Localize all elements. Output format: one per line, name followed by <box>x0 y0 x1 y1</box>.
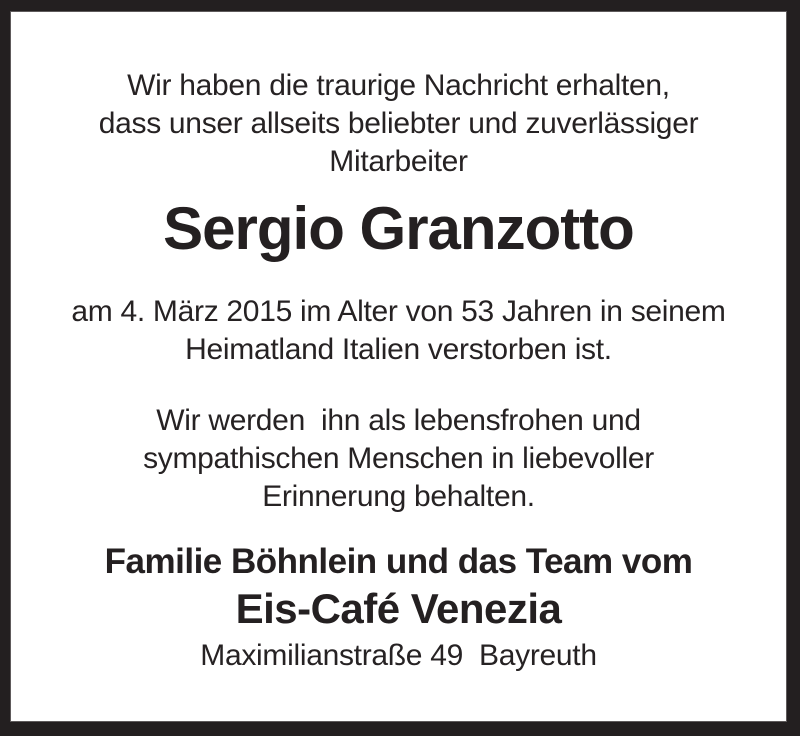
memory-paragraph <box>11 402 786 516</box>
death-line-1: am 4. März 2015 im Alter von 53 Jahren in seinem <box>71 295 726 328</box>
deceased-name: Sergio Granzotto <box>163 195 634 262</box>
memory-line-3: Erinnerung behalten. <box>262 480 535 513</box>
intro-line-1: Wir haben die traurige Nachricht erhalten, <box>127 69 670 102</box>
memory-line-2: sympathischen Menschen in liebevoller <box>143 442 654 475</box>
death-line-2: Heimatland Italien verstorben ist. <box>185 333 612 366</box>
company-address: Maximilianstraße 49 Bayreuth <box>200 639 597 672</box>
company-name: Eis-Café Venezia <box>235 585 562 632</box>
mourners-signature: Familie Böhnlein und das Team vom <box>104 542 693 581</box>
obituary-card <box>10 11 787 722</box>
death-paragraph <box>11 293 786 369</box>
intro-paragraph <box>11 67 786 181</box>
intro-line-2: dass unser allseits beliebter und zuverlässiger <box>98 107 699 140</box>
memory-line-1: Wir werden ihn als lebensfrohen und <box>156 404 641 437</box>
intro-line-3: Mitarbeiter <box>329 145 468 178</box>
